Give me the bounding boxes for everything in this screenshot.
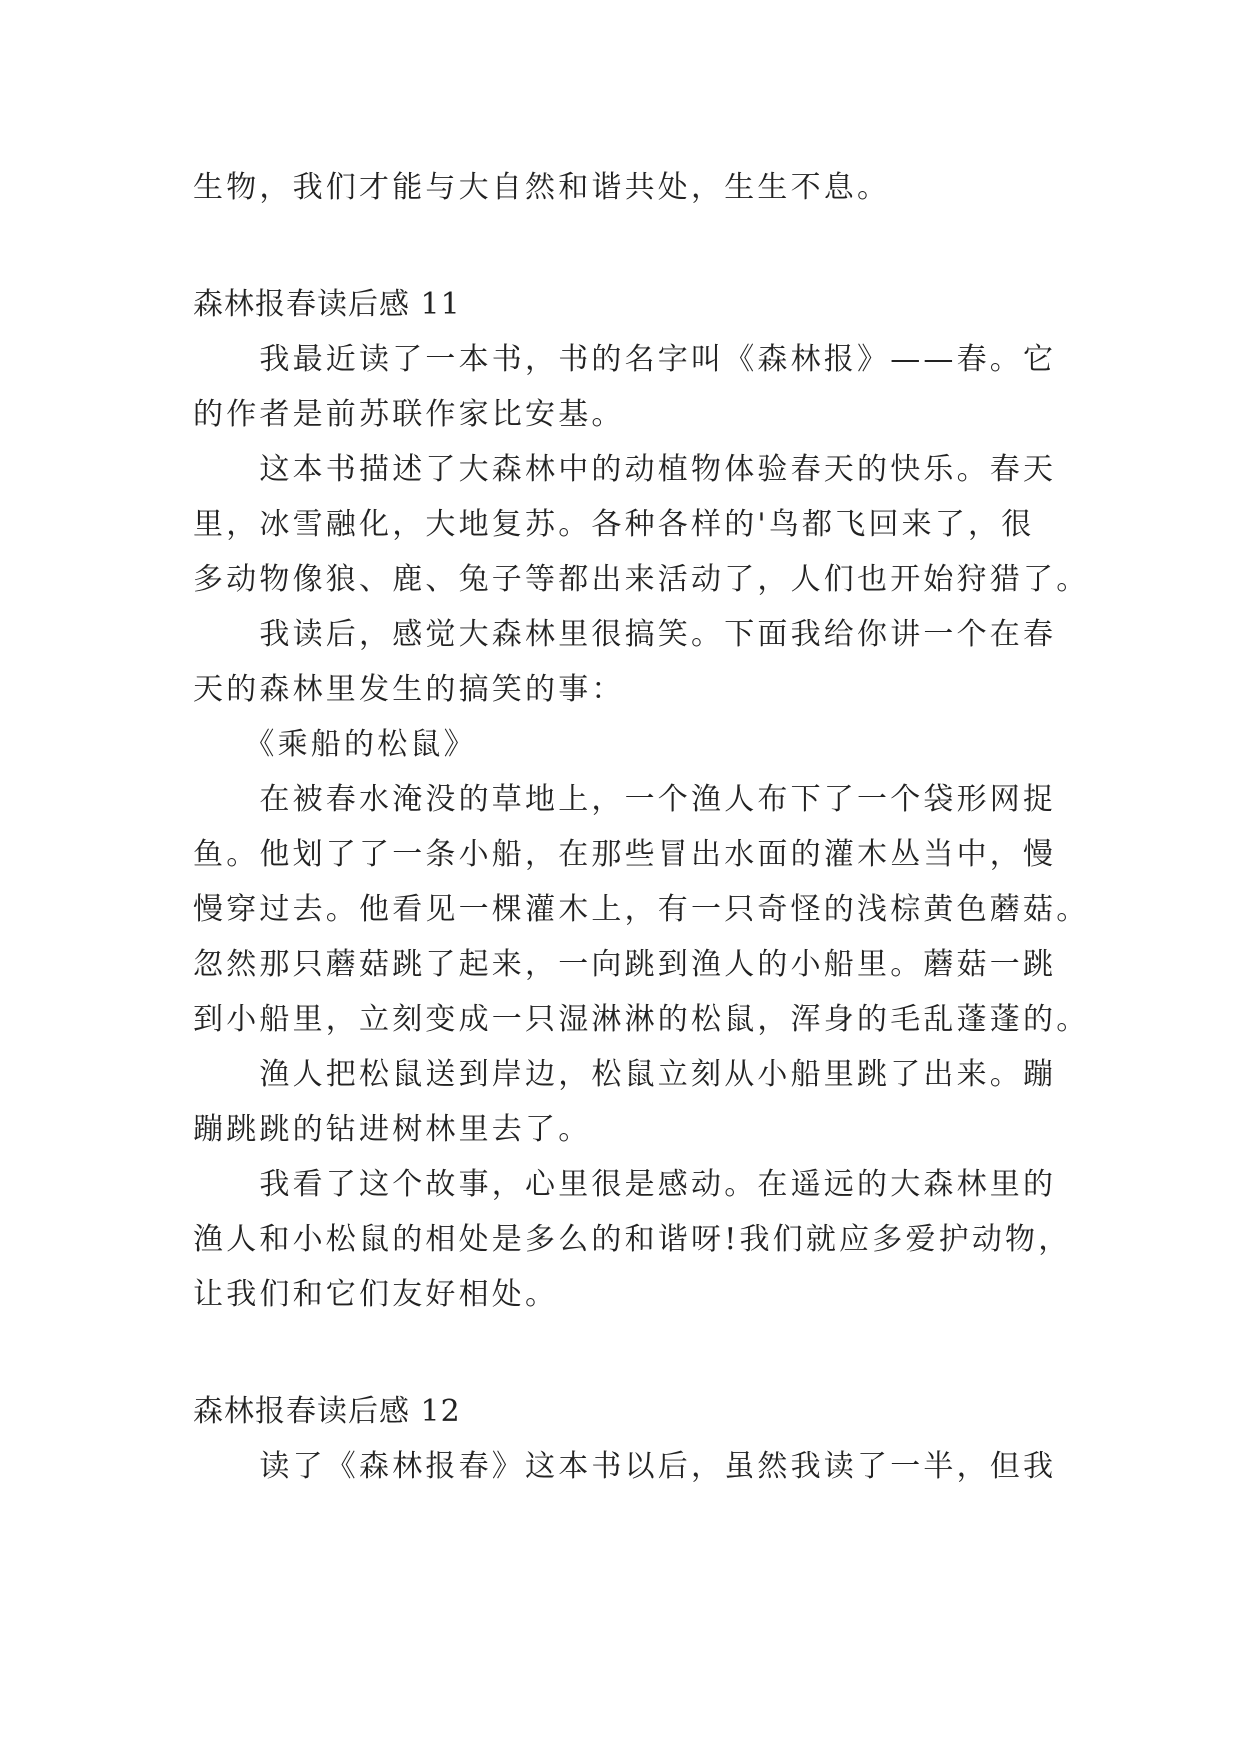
paragraph-line: 读了《森林报春》这本书以后，虽然我读了一半，但我 <box>193 1449 1057 1484</box>
paragraph-line: 的作者是前苏联作家比安基。 <box>193 397 625 432</box>
paragraph-line: 在被春水淹没的草地上，一个渔人布下了一个袋形网捉 <box>193 782 1057 817</box>
paragraph-line: 生物，我们才能与大自然和谐共处，生生不息。 <box>193 170 891 205</box>
section-heading: 森林报春读后感 11 <box>193 287 461 322</box>
paragraph-line: 这本书描述了大森林中的动植物体验春天的快乐。春天 <box>193 452 1057 487</box>
paragraph-line: 多动物像狼、鹿、兔子等都出来活动了，人们也开始狩猎了。 <box>193 562 1090 597</box>
paragraph-line: 我看了这个故事，心里很是感动。在遥远的大森林里的 <box>193 1167 1057 1202</box>
paragraph-line: 里，冰雪融化，大地复苏。各种各样的'鸟都飞回来了，很 <box>193 507 1035 542</box>
paragraph-line: 渔人和小松鼠的相处是多么的和谐呀!我们就应多爱护动物， <box>193 1222 1072 1257</box>
paragraph-line: 鱼。他划了了一条小船，在那些冒出水面的灌木丛当中，慢 <box>193 837 1057 872</box>
paragraph-line: 蹦跳跳的钻进树林里去了。 <box>193 1112 592 1147</box>
paragraph-line: 慢穿过去。他看见一棵灌木上，有一只奇怪的浅棕黄色蘑菇。 <box>193 892 1090 927</box>
paragraph-line: 我最近读了一本书，书的名字叫《森林报》——春。它 <box>193 342 1057 377</box>
story-title: 《乘船的松鼠》 <box>193 727 477 762</box>
paragraph-line: 到小船里，立刻变成一只湿淋淋的松鼠，浑身的毛乱蓬蓬的。 <box>193 1002 1090 1037</box>
paragraph-line: 我读后，感觉大森林里很搞笑。下面我给你讲一个在春 <box>193 617 1057 652</box>
section-heading: 森林报春读后感 12 <box>193 1394 461 1429</box>
paragraph-line: 天的森林里发生的搞笑的事： <box>193 672 625 707</box>
paragraph-line: 让我们和它们友好相处。 <box>193 1277 559 1312</box>
paragraph-line: 渔人把松鼠送到岸边，松鼠立刻从小船里跳了出来。蹦 <box>193 1057 1057 1092</box>
paragraph-line: 忽然那只蘑菇跳了起来，一向跳到渔人的小船里。蘑菇一跳 <box>193 947 1057 982</box>
